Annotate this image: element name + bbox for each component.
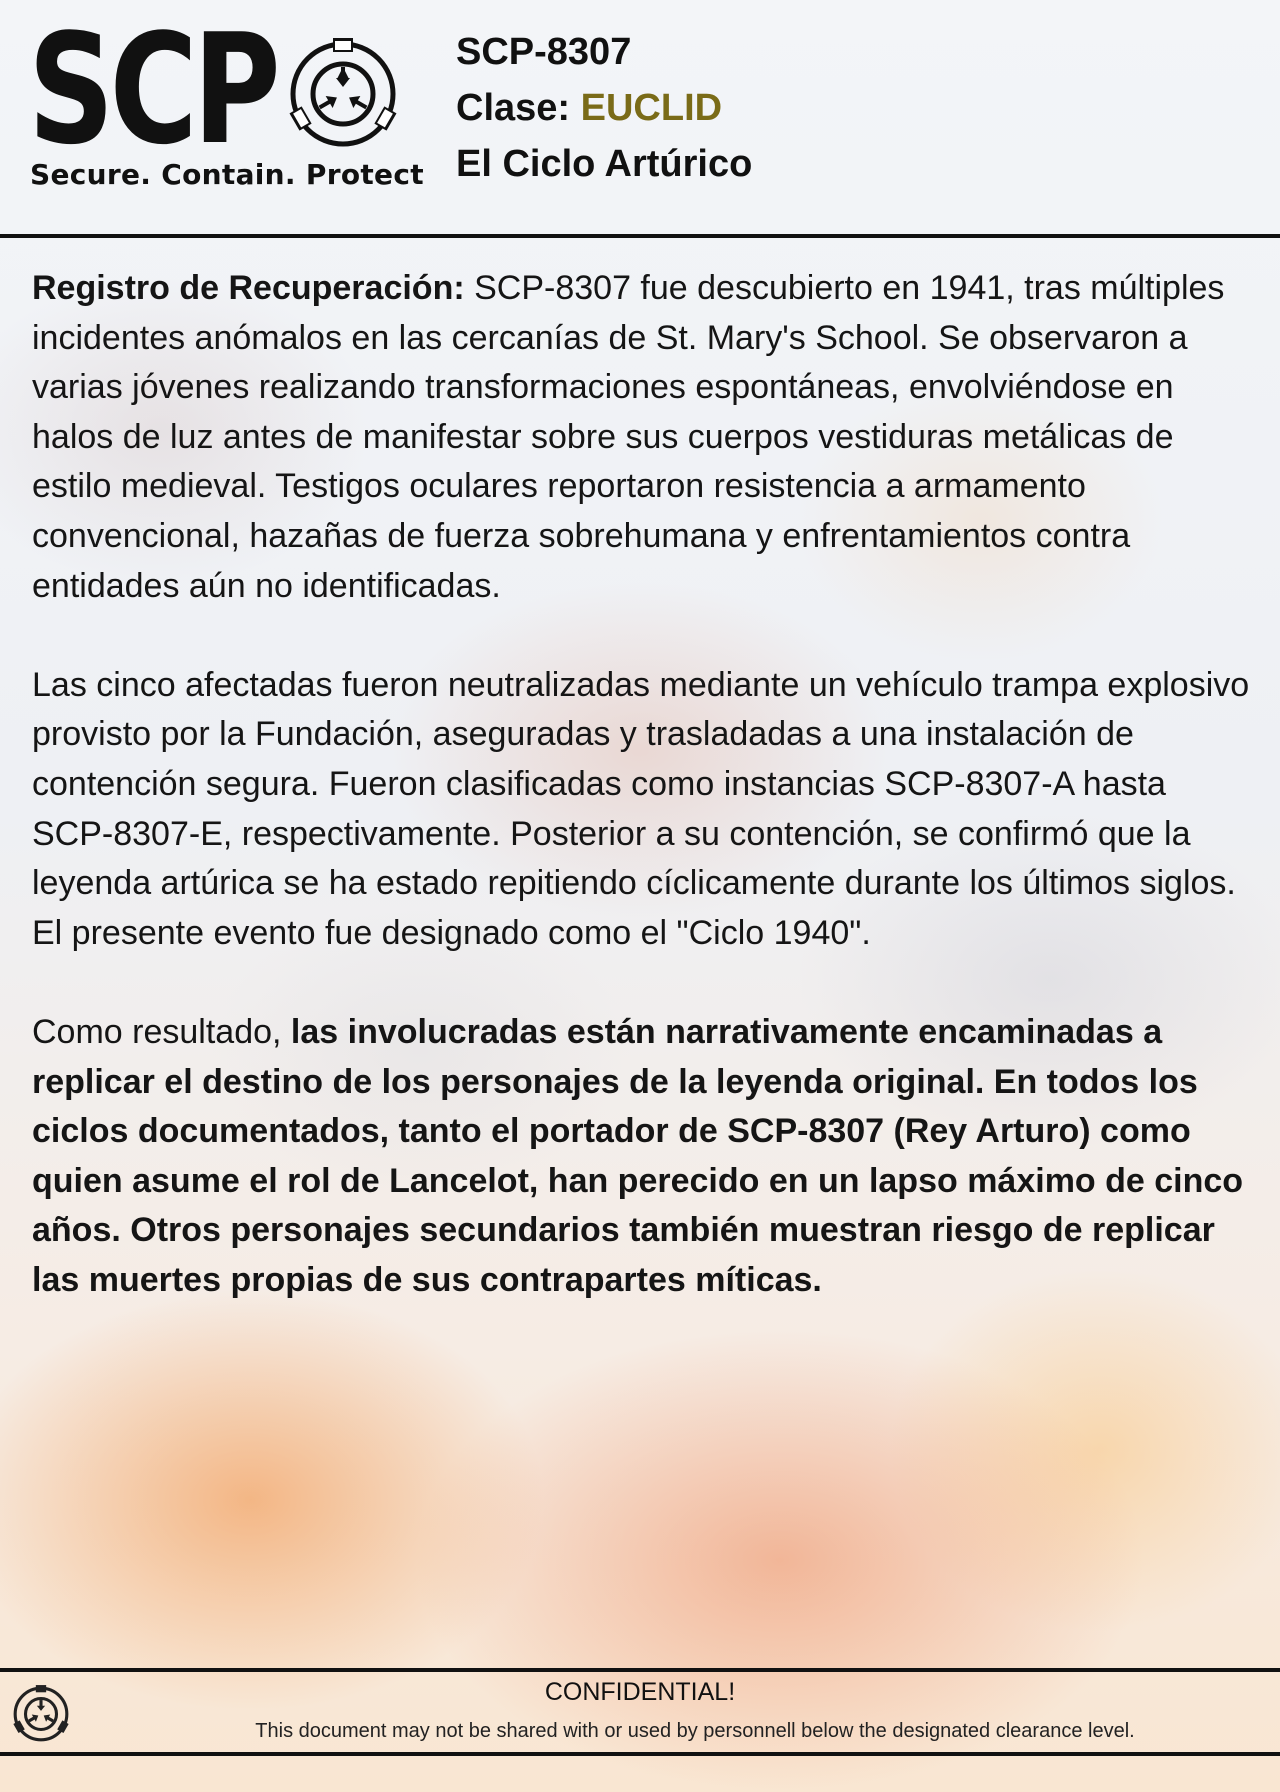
item-title: El Ciclo Artúrico — [456, 143, 753, 185]
svg-text:SCP: SCP — [28, 20, 277, 160]
result-paragraph — [32, 1008, 1252, 1306]
logo-tagline: Secure. Contain. Protect — [30, 158, 424, 191]
scp-logo-wordmark — [28, 20, 278, 160]
result-bold-text: las involucradas están narrativamente encaminadas a replicar el destino de los personajes de la leyenda original. En todos los ciclos documentados, tanto el portador de SCP-8307 (Rey Arturo) como quien asume el rol de Lancelot, han perecido en un lapso máximo de cinco años. Otros personajes secundarios también muestran riesgo de replicar las muertes propias de sus contrapartes míticas. — [32, 1012, 1244, 1299]
scp-logo — [28, 20, 278, 160]
footer-divider-top — [0, 1668, 1280, 1672]
recovery-log-paragraph — [32, 264, 1252, 611]
footer-clearance-note: This document may not be shared with or used by personnell below the designated clearance level. — [255, 1720, 1135, 1742]
header-divider — [0, 234, 1280, 238]
item-title-block — [456, 24, 752, 192]
object-class-value: EUCLID — [580, 87, 723, 129]
result-lead: Como resultado, — [32, 1012, 282, 1051]
recovery-log-label: Registro de Recuperación: — [32, 269, 465, 307]
scp-foundation-seal-icon — [288, 34, 398, 154]
recovery-log-text: SCP-8307 fue descubierto en 1941, tras múltiples incidentes anómalos en las cercanías de St. Mary's School. Se observaron a varias jóvenes realizando transformaciones espontáneas, envolviéndose en halos de luz antes de manifestar sobre sus cuerpos vestiduras metálicas de estilo medieval. Testigos oculares reportaron resistencia a armamento convencional, hazañas de fuerza sobrehumana y enfrentamientos contra entidades aún no identificadas. — [32, 269, 1225, 605]
document-header — [0, 0, 1280, 236]
item-number: SCP-8307 — [456, 31, 632, 73]
object-class-label: Clase: — [456, 87, 571, 129]
footer-divider-bottom — [0, 1752, 1280, 1756]
containment-paragraph — [32, 661, 1252, 959]
document-body — [32, 264, 1252, 1355]
containment-text: Las cinco afectadas fueron neutralizadas mediante un vehículo trampa explosivo provisto por la Fundación, aseguradas y trasladadas a una instalación de contención segura. Fueron clasificadas como instancias SCP-8307-A hasta SCP-8307-E, respectivamente. Posterior a su contención, se confirmó que la leyenda artúrica se ha estado repitiendo cíclicamente durante los últimos siglos. El presente evento fue designado como el "Ciclo 1940". — [32, 665, 1250, 952]
object-class — [456, 80, 752, 136]
footer-confidential-title: CONFIDENTIAL! — [544, 1678, 736, 1706]
